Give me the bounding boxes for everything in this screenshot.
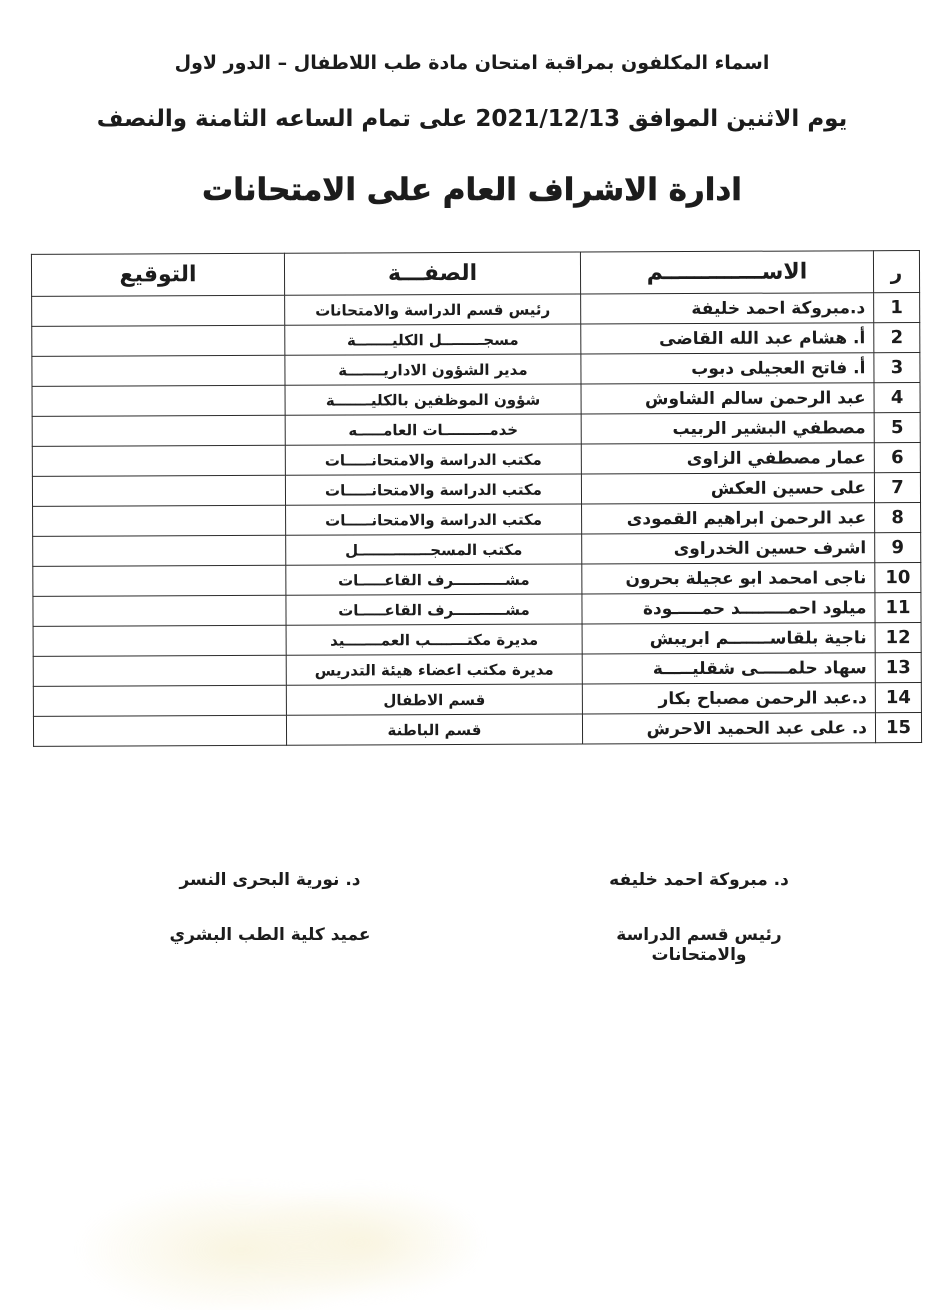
signature-cell <box>32 475 285 506</box>
role-cell: مكتب الدراسة والامتحانـــــات <box>286 504 582 535</box>
signature-cell <box>32 445 285 476</box>
table-row <box>33 503 921 537</box>
row-number-cell: 11 <box>875 593 921 623</box>
name-cell: أ. هشام عبد الله القاضى <box>581 323 874 354</box>
row-number-cell: 13 <box>875 653 921 683</box>
name-cell: اشرف حسين الخدراوى <box>582 533 875 564</box>
row-number-cell: 1 <box>874 293 920 323</box>
table-row <box>32 413 920 447</box>
header-cell-number: ر <box>873 251 919 293</box>
table-row <box>32 353 920 387</box>
row-number-cell: 2 <box>874 323 920 353</box>
name-cell: مصطفي البشير الربيب <box>581 413 874 444</box>
row-number-cell: 15 <box>875 713 921 743</box>
role-cell: قسم الاطفال <box>286 684 582 715</box>
row-number-cell: 8 <box>875 503 921 533</box>
table-row <box>33 623 921 657</box>
signature-block-right <box>569 870 829 965</box>
name-cell: عبد الرحمن ابراهيم القمودى <box>582 503 875 534</box>
signature-cell <box>32 355 285 386</box>
name-cell: على حسين العكش <box>581 473 874 504</box>
signature-cell <box>33 535 286 566</box>
table-row <box>33 653 921 687</box>
signature-cell <box>33 655 286 686</box>
name-cell: ميلود احمــــــــد حمـــــودة <box>582 593 875 624</box>
row-number-cell: 5 <box>874 413 920 443</box>
role-cell: قسم الباطنة <box>286 714 582 745</box>
signature-cell <box>32 415 285 446</box>
signature-cell <box>33 565 286 596</box>
name-cell: د.عبد الرحمن مصباح بكار <box>582 683 875 714</box>
name-cell: ناجية بلقاســـــــم ابريبش <box>582 623 875 654</box>
page-title: ادارة الاشراف العام على الامتحانات <box>202 172 742 208</box>
name-cell: ناجى امحمد ابو عجيلة بحرون <box>582 563 875 594</box>
row-number-cell: 12 <box>875 623 921 653</box>
name-cell: د.مبروكة احمد خليفة <box>581 293 874 324</box>
role-cell: مشــــــــــرف القاعـــــات <box>286 594 582 625</box>
role-cell: مكتب الدراسة والامتحانـــــات <box>285 444 581 475</box>
header-cell-name: الاســـــــــــــم <box>580 251 873 294</box>
supervisors-table <box>31 250 922 747</box>
row-number-cell: 14 <box>875 683 921 713</box>
table-row <box>33 593 921 627</box>
header-line-2: يوم الاثنين الموافق 2021/12/13 على تمام الساعه الثامنة والنصف <box>96 106 848 132</box>
table-row <box>32 443 920 477</box>
signature-cell <box>33 685 286 716</box>
paper-stain-blob <box>80 1160 480 1310</box>
role-cell: رئيس قسم الدراسة والامتحانات <box>285 294 581 325</box>
role-cell: مكتب المسجــــــــــــــل <box>286 534 582 565</box>
name-cell: سهاد حلمـــــى شقليـــــة <box>582 653 875 684</box>
signer-title: عميد كلية الطب البشري <box>169 925 371 945</box>
row-number-cell: 10 <box>875 563 921 593</box>
role-cell: مدير الشؤون الاداريـــــــة <box>285 354 581 385</box>
supervisors-table-wrap <box>32 250 922 747</box>
name-cell: د. على عبد الحميد الاحرش <box>582 713 875 744</box>
signer-name: د. مبروكة احمد خليفه <box>609 870 789 890</box>
name-cell: أ. فاتح العجيلى دبوب <box>581 353 874 384</box>
role-cell: مديرة مكتـــــــب العمـــــــيد <box>286 624 582 655</box>
signer-name: د. نورية البحرى النسر <box>179 870 361 890</box>
table-row <box>33 533 921 567</box>
signature-block-left <box>140 870 400 945</box>
signature-cell <box>32 325 285 356</box>
row-number-cell: 9 <box>875 533 921 563</box>
table-row <box>33 683 921 717</box>
table-row <box>32 323 920 357</box>
signature-cell <box>33 715 286 746</box>
table-row <box>33 713 921 747</box>
role-cell: مشــــــــــرف القاعـــــات <box>286 564 582 595</box>
row-number-cell: 7 <box>874 473 920 503</box>
table-row <box>32 473 920 507</box>
signature-cell <box>33 595 286 626</box>
row-number-cell: 6 <box>874 443 920 473</box>
signature-cell <box>33 625 286 656</box>
role-cell: شؤون الموظفين بالكليـــــــة <box>285 384 581 415</box>
row-number-cell: 4 <box>874 383 920 413</box>
table-row <box>33 563 921 597</box>
signature-cell <box>32 385 285 416</box>
table-row <box>32 383 920 417</box>
role-cell: مكتب الدراسة والامتحانـــــات <box>285 474 581 505</box>
row-number-cell: 3 <box>874 353 920 383</box>
signature-cell <box>32 295 285 326</box>
name-cell: عمار مصطفي الزاوى <box>581 443 874 474</box>
header-cell-signature: التوقيع <box>31 253 284 296</box>
table-header-row <box>31 251 919 297</box>
table-row <box>32 293 920 327</box>
role-cell: مديرة مكتب اعضاء هيئة التدريس <box>286 654 582 685</box>
role-cell: خدمـــــــــات العامـــــه <box>285 414 581 445</box>
header-cell-role: الصفـــة <box>284 252 580 295</box>
signer-title: رئيس قسم الدراسة والامتحانات <box>616 925 782 965</box>
header-line-1: اسماء المكلفون بمراقبة امتحان مادة طب اللاطفال – الدور لاول <box>174 52 770 74</box>
table-body <box>32 293 922 747</box>
role-cell: مسجــــــــل الكليـــــــة <box>285 324 581 355</box>
name-cell: عبد الرحمن سالم الشاوش <box>581 383 874 414</box>
signature-cell <box>33 505 286 536</box>
